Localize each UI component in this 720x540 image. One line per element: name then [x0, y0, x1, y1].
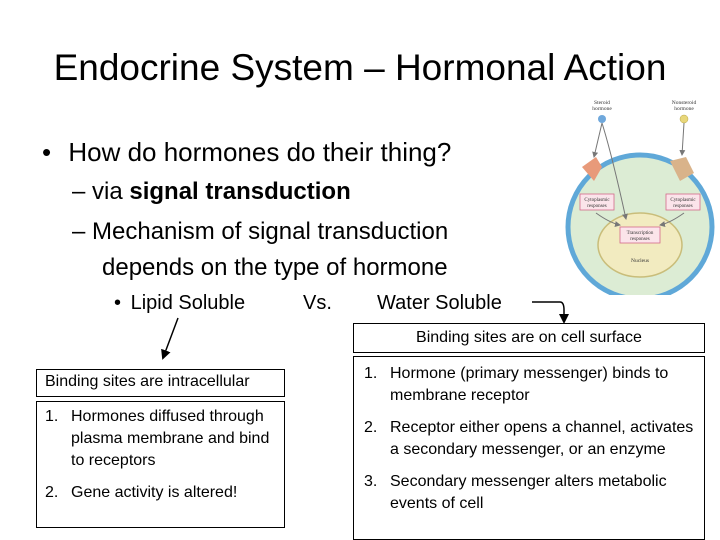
- item-number: 2.: [45, 484, 59, 501]
- slide-title: Endocrine System – Hormonal Action: [53, 47, 667, 88]
- item-number: 3.: [364, 473, 378, 490]
- list-item: [43, 482, 278, 504]
- nonsteroid-label: Nonsteroid hormone: [671, 100, 697, 112]
- item-text: Secondary messenger alters metabolic events of cell: [390, 473, 667, 512]
- item-number: 1.: [45, 408, 59, 425]
- lipid-header-box: [36, 369, 285, 397]
- sub-bullet-2-line1: – Mechanism of signal transduction: [72, 218, 449, 245]
- sub-bullet-1-prefix: – via: [72, 178, 130, 205]
- item-text: Hormone (primary messenger) binds to membrane receptor: [390, 365, 669, 404]
- cyto-right-label: Cytoplasmic responses: [670, 198, 696, 209]
- lipid-header-text: Binding sites are intracellular: [45, 373, 250, 390]
- water-header-text: Binding sites are on cell surface: [416, 329, 642, 346]
- nucleus-label: Nucleus: [630, 258, 650, 264]
- item-text: Gene activity is altered!: [71, 484, 238, 501]
- list-item: [43, 406, 278, 472]
- vs-label: Vs.: [303, 292, 332, 314]
- bullet-dot: •: [114, 292, 122, 314]
- nonsteroid-arrow: [682, 123, 684, 155]
- nucleus-shape: [598, 213, 682, 277]
- item-number: 2.: [364, 419, 378, 436]
- steroid-label: Steroid hormone: [592, 100, 612, 112]
- water-header-box: [353, 323, 705, 353]
- list-item: [362, 363, 696, 407]
- item-number: 1.: [364, 365, 378, 382]
- nonsteroid-hormone-dot: [680, 115, 688, 123]
- lipid-list-box: [36, 401, 285, 528]
- item-text: Hormones diffused through plasma membrane and bind to receptors: [71, 408, 270, 469]
- list-item: [362, 417, 696, 461]
- sub-bullet-1-emphasis: signal transduction: [129, 178, 351, 205]
- transcription-label: Transcription responses: [626, 231, 654, 242]
- sub-bullet-2-line2: depends on the type of hormone: [102, 254, 448, 281]
- steroid-receptor-arrow: [594, 123, 602, 157]
- bullet-dot: •: [42, 137, 52, 167]
- lipid-arrow: [163, 318, 178, 358]
- water-arrow: [532, 302, 564, 322]
- water-label: Water Soluble: [377, 292, 502, 314]
- list-item: [362, 471, 696, 515]
- item-text: Receptor either opens a channel, activates a secondary messenger, or an enzyme: [390, 419, 694, 458]
- water-list-box: [353, 356, 705, 540]
- cyto-left-label: Cytoplasmic responses: [584, 198, 610, 209]
- lipid-label: Lipid Soluble: [130, 292, 246, 314]
- cell-diagram: [560, 95, 720, 295]
- main-bullet-text: How do hormones do their thing?: [68, 137, 452, 167]
- steroid-hormone-dot: [598, 115, 606, 123]
